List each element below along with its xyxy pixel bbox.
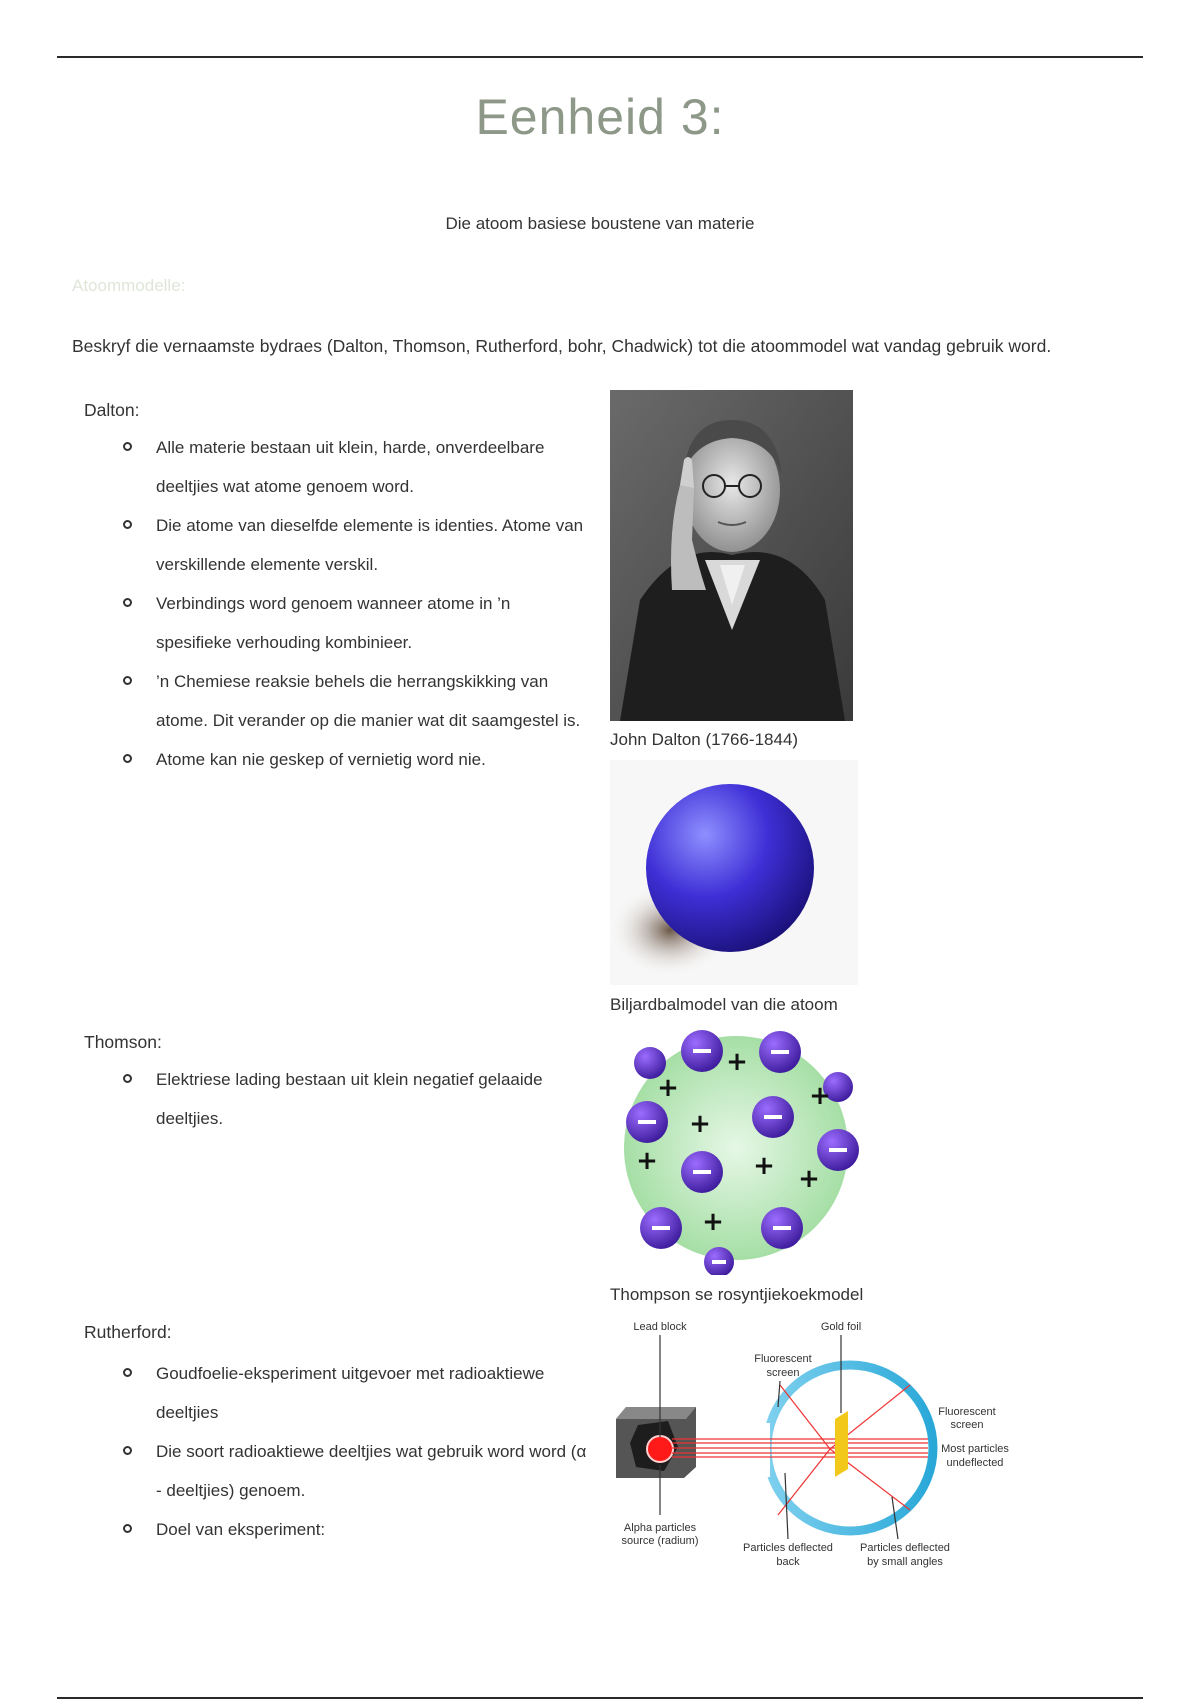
svg-text:+: +	[689, 1109, 711, 1139]
label-gold-foil: Gold foil	[820, 1321, 862, 1333]
svg-text:+: +	[798, 1164, 820, 1194]
bullet-circle-icon	[123, 754, 132, 763]
dalton-bullet-list	[118, 428, 588, 779]
list-item: Alle materie bestaan uit klein, harde, onverdeelbare deeltjies wat atome genoem word.	[118, 428, 588, 506]
plum-pudding-model-image	[620, 1025, 860, 1275]
list-item: Doel van eksperiment:	[118, 1510, 588, 1549]
list-item: Verbindings word genoem wanneer atome in ’n spesifieke verhouding kombinieer.	[118, 584, 588, 662]
top-rule	[57, 56, 1143, 58]
svg-text:+: +	[726, 1047, 748, 1077]
intro-question: Beskryf die vernaamste bydraes (Dalton, Thomson, Rutherford, bohr, Chadwick) tot die atoommodel wat vandag gebruik word.	[72, 336, 1052, 356]
label-alpha-source-2: source (radium)	[621, 1535, 699, 1547]
section-label: Atoommodelle:	[72, 276, 186, 295]
list-item: Die atome van dieselfde elemente is identies. Atome van verskillende elemente verskil.	[118, 506, 588, 584]
label-small-angles: Particles deflected	[860, 1542, 950, 1554]
svg-text:+: +	[636, 1146, 658, 1176]
billiard-model-caption: Biljardbalmodel van die atoom	[610, 995, 838, 1014]
bottom-rule	[57, 1697, 1143, 1699]
label-alpha-source: Alpha particles	[623, 1522, 697, 1534]
bullet-circle-icon	[123, 1074, 132, 1083]
page-subtitle: Die atoom basiese boustene van materie	[445, 214, 755, 233]
bullet-circle-icon	[123, 442, 132, 451]
label-small-angles-2: by small angles	[867, 1556, 943, 1568]
gold-foil-experiment-diagram	[610, 1315, 1030, 1577]
label-fluorescent-right: Fluorescent	[938, 1406, 996, 1418]
label-fluorescent-screen: Fluorescent	[754, 1353, 812, 1365]
dalton-heading: Dalton:	[84, 400, 140, 420]
list-item: ’n Chemiese reaksie behels die herrangskikking van atome. Dit verander op die manier wat dit saamgestel is.	[118, 662, 588, 740]
thomson-bullet-list	[118, 1060, 588, 1138]
page-title: Eenheid 3:	[475, 89, 725, 145]
list-item: Atome kan nie geskep of vernietig word nie.	[118, 740, 588, 779]
label-most-undeflected: Most particles	[941, 1443, 1009, 1455]
bullet-circle-icon	[123, 1368, 132, 1377]
bullet-circle-icon	[123, 1524, 132, 1533]
rutherford-heading: Rutherford:	[84, 1322, 172, 1342]
list-item: Die soort radioaktiewe deeltjies wat gebruik word word (α - deeltjies) genoem.	[118, 1432, 588, 1510]
thomson-heading: Thomson:	[84, 1032, 162, 1052]
bullet-circle-icon	[123, 598, 132, 607]
bullet-circle-icon	[123, 676, 132, 685]
bullet-circle-icon	[123, 520, 132, 529]
plum-pudding-caption: Thompson se rosyntjiekoekmodel	[610, 1285, 864, 1304]
rutherford-bullet-list	[118, 1354, 588, 1549]
portrait-caption: John Dalton (1766-1844)	[610, 730, 799, 749]
list-item: Goudfoelie-eksperiment uitgevoer met radioaktiewe deeltjies	[118, 1354, 588, 1432]
svg-text:+: +	[753, 1151, 775, 1181]
label-deflected-back-2: back	[776, 1556, 800, 1568]
label-most-undeflected-2: undeflected	[946, 1457, 1004, 1469]
label-deflected-back: Particles deflected	[743, 1542, 833, 1554]
label-fluorescent-screen-2: screen	[766, 1367, 800, 1379]
label-fluorescent-right-2: screen	[950, 1419, 984, 1431]
svg-text:+: +	[809, 1081, 831, 1111]
list-item: Elektriese lading bestaan uit klein negatief gelaaide deeltjies.	[118, 1060, 588, 1138]
svg-text:+: +	[702, 1207, 724, 1237]
svg-text:+: +	[657, 1073, 679, 1103]
dalton-portrait	[610, 390, 853, 721]
bullet-circle-icon	[123, 1446, 132, 1455]
billiard-ball-model-image	[610, 760, 858, 985]
label-lead-block: Lead block	[633, 1321, 687, 1333]
